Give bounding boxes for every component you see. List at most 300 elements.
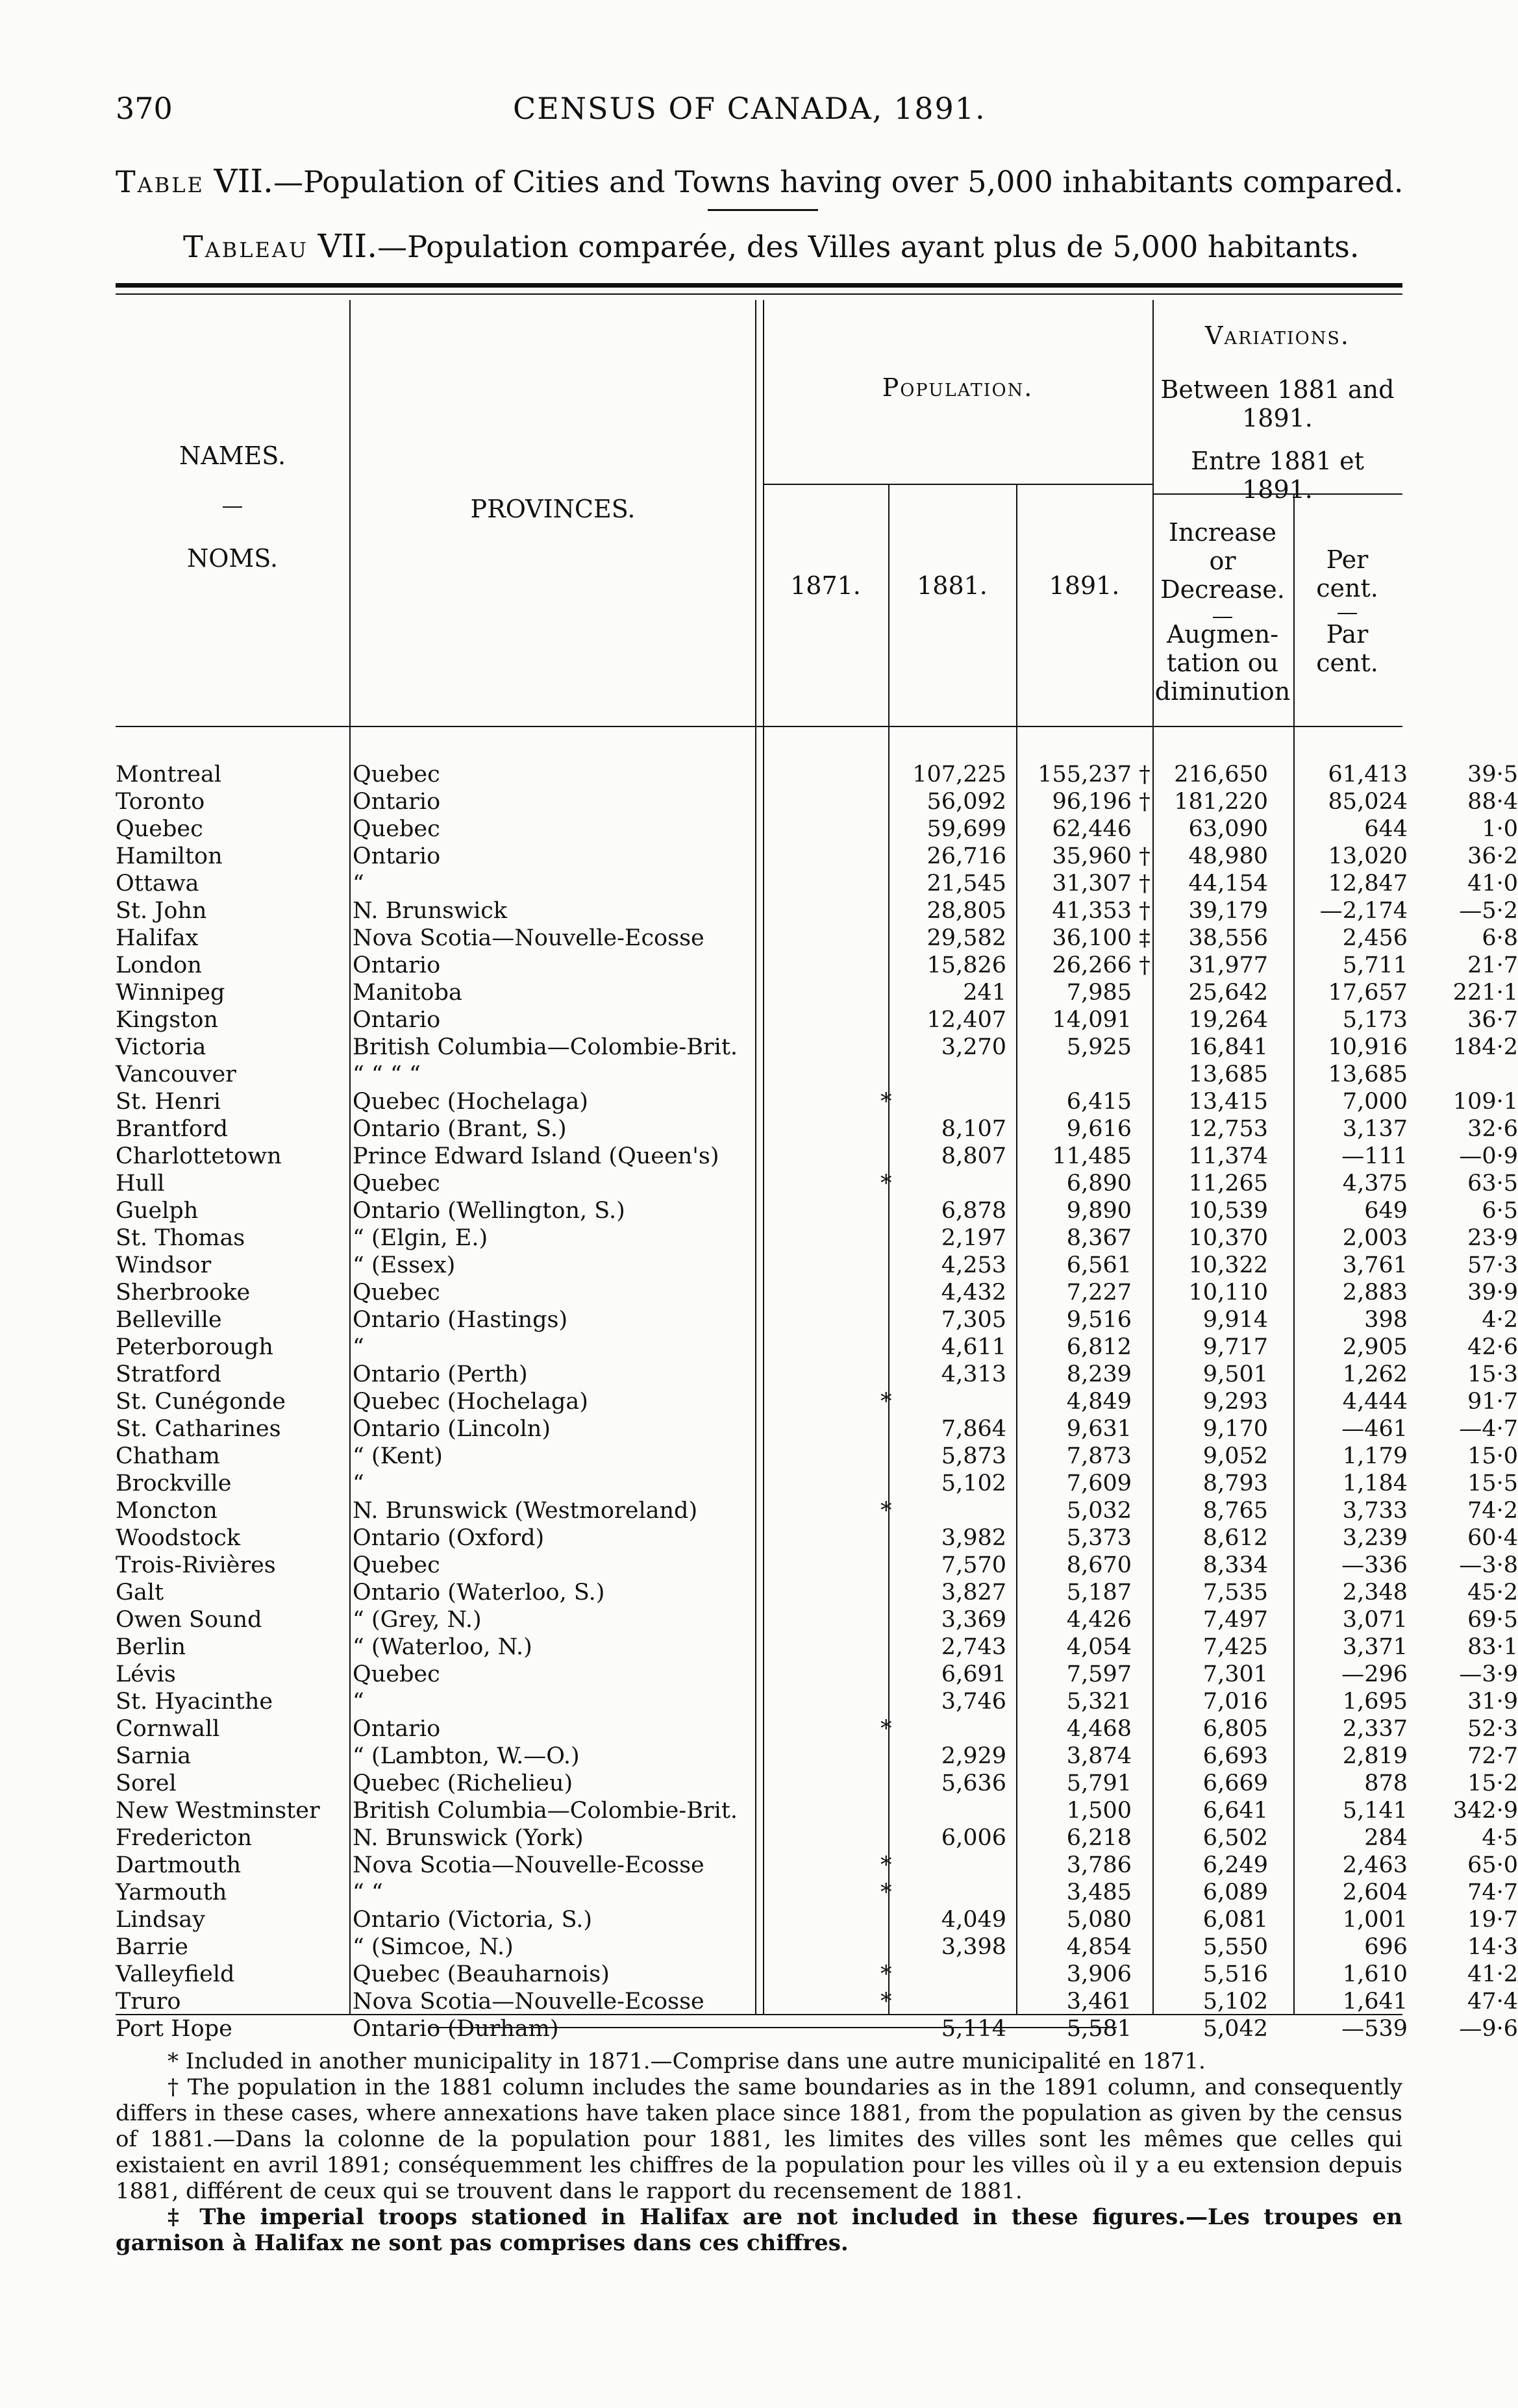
table-row [116,1306,1518,1334]
header-provinces: PROVINCES. [470,495,636,523]
header-1881: 1881. [917,571,988,600]
town-name: St. Thomas [116,1225,245,1251]
header-variations: Variations. [1205,321,1350,350]
town-name: Galt [116,1580,164,1606]
table-row [116,1988,1518,2015]
percent-change: 52·3 [1467,1716,1518,1742]
percent-change: 14·3 [1467,1934,1518,1960]
percent-change: 91·7 [1467,1389,1518,1415]
province-name: British Columbia—Colombie-Brit. [353,1798,738,1824]
population-1871: 241 [963,980,1006,1006]
population-1881: 7,873 [1066,1443,1132,1469]
province-name: “ “ [353,1880,383,1905]
population-1881: 4,054 [1066,1634,1132,1660]
town-name: Lindsay [116,1907,205,1933]
town-name: Belleville [116,1307,222,1333]
table-row [116,1797,1518,1824]
population-1891: 6,502 [1202,1825,1268,1851]
population-1891: 9,501 [1202,1361,1268,1387]
table-row [116,1852,1518,1879]
percent-change: 69·5 [1467,1607,1518,1633]
province-name: Quebec [353,762,440,788]
table-row [116,1824,1518,1852]
table-row [116,1415,1518,1443]
province-name: “ (Waterloo, N.) [353,1634,532,1660]
increase-decrease: 3,137 [1342,1116,1408,1142]
town-name: Sarnia [116,1743,192,1769]
header-percent: Per cent. [1316,545,1378,602]
population-1871: 29,582 [927,925,1006,951]
percent-change: —4·7 [1459,1416,1518,1442]
population-1891: 9,717 [1202,1334,1268,1360]
percent-change: 31·9 [1467,1689,1518,1715]
table-row [116,1933,1518,1961]
population-1871: 5,873 [941,1443,1006,1469]
town-name: St. Henri [116,1089,221,1115]
percent-change: 36·2 [1467,843,1518,869]
town-name: Quebec [116,816,203,842]
population-1881: 5,925 [1066,1034,1132,1060]
percent-change: —3·8 [1459,1552,1518,1578]
population-1871: 2,197 [941,1225,1006,1251]
town-name: Kingston [116,1007,218,1033]
increase-decrease: 5,173 [1342,1007,1408,1033]
increase-decrease: —336 [1341,1552,1408,1578]
percent-change: —5·2 [1459,898,1518,924]
table-row [116,1034,1518,1061]
population-1871: 3,398 [941,1934,1006,1960]
population-1891: 9,170 [1202,1416,1268,1442]
increase-decrease: 85,024 [1328,789,1408,815]
table-row [116,1633,1518,1661]
header-increase: Increase or Decrease. [1160,518,1285,604]
population-1871: 8,107 [941,1116,1006,1142]
increase-decrease: 398 [1364,1307,1408,1333]
increase-decrease: —461 [1341,1416,1408,1442]
province-name: Quebec [353,1552,440,1578]
table-row [116,1606,1518,1633]
percent-change: 42·6 [1467,1334,1518,1360]
percent-change: 41·0 [1467,871,1518,897]
population-1891: 19,264 [1188,1007,1268,1033]
population-1871: 26,716 [927,843,1006,869]
table-row [116,1006,1518,1034]
population-1871: 12,407 [927,1007,1006,1033]
footnote-rule [429,2027,1117,2028]
table-row [116,1115,1518,1143]
population-1891: 31,977 [1188,952,1268,978]
increase-decrease: 4,375 [1342,1171,1408,1197]
province-name: Quebec [353,1171,440,1197]
increase-decrease: 13,685 [1328,1061,1408,1087]
population-1881: 31,307 [1052,871,1132,897]
table-row [116,1879,1518,1906]
increase-decrease: 1,179 [1342,1443,1408,1469]
percent-change: 39·5 [1467,762,1518,788]
population-1881: 6,415 [1066,1089,1132,1115]
percent-change: 19·7 [1467,1907,1518,1933]
province-name: N. Brunswick (Westmoreland) [353,1498,698,1524]
table-row [116,1143,1518,1170]
town-name: Sorel [116,1770,177,1796]
province-name: “ (Essex) [353,1252,456,1278]
population-1891: 13,415 [1188,1089,1268,1115]
increase-decrease: 1,184 [1342,1471,1408,1496]
increase-decrease: 3,761 [1342,1252,1408,1278]
percent-change: 4·2 [1482,1307,1518,1333]
population-1881: 6,218 [1066,1825,1132,1851]
town-name: Barrie [116,1934,188,1960]
percent-change: 63·5 [1467,1171,1518,1197]
percent-change: 1·0 [1482,816,1518,842]
population-1881: 4,854 [1066,1934,1132,1960]
province-name: Ontario (Lincoln) [353,1416,551,1442]
header-augmentation: Augmen-tation ou diminution [1154,620,1291,706]
increase-decrease: 696 [1364,1934,1408,1960]
population-1891: 8,793 [1202,1471,1268,1496]
province-name: “ (Simcoe, N.) [353,1934,514,1960]
percent-change: 88·4 [1467,789,1518,815]
footnote-marker: † [1139,762,1151,788]
population-1891: 6,693 [1202,1743,1268,1769]
percent-change: 45·2 [1467,1580,1518,1606]
population-1891: 16,841 [1188,1034,1268,1060]
increase-decrease: 1,262 [1342,1361,1408,1387]
population-1891: 39,179 [1188,898,1268,924]
percent-change: 36·7 [1467,1007,1518,1033]
population-1891: 7,016 [1202,1689,1268,1715]
increase-decrease: 1,695 [1342,1689,1408,1715]
table-row [116,1715,1518,1743]
increase-decrease: 2,905 [1342,1334,1408,1360]
population-1871: 4,049 [941,1907,1006,1933]
population-1891: 216,650 [1174,762,1268,788]
increase-decrease: 1,001 [1342,1907,1408,1933]
population-1881: 3,786 [1066,1852,1132,1878]
population-1891: 9,293 [1202,1389,1268,1415]
population-1871: 56,092 [927,789,1006,815]
population-1881: 4,426 [1066,1607,1132,1633]
population-1881: 14,091 [1052,1007,1132,1033]
table-row [116,1361,1518,1388]
population-1891: 63,090 [1188,816,1268,842]
population-1881: 5,791 [1066,1770,1132,1796]
table-row [116,1743,1518,1770]
included-marker: * [880,1171,892,1197]
increase-decrease: 878 [1364,1770,1408,1796]
footnote-marker: ‡ [1139,925,1151,951]
population-1891: 5,042 [1202,2016,1268,2042]
table-row [116,1252,1518,1279]
population-1881: 5,321 [1066,1689,1132,1715]
population-1871: 107,225 [912,762,1006,788]
province-name: Quebec (Hochelaga) [353,1389,588,1415]
province-name: Ontario [353,1007,441,1033]
percent-change: 4·5 [1482,1825,1518,1851]
header-top-rule [116,283,1402,288]
population-1891: 7,301 [1202,1661,1268,1687]
population-1871: 3,270 [941,1034,1006,1060]
increase-decrease: —111 [1341,1143,1408,1169]
population-1871: 3,369 [941,1607,1006,1633]
population-1891: 10,110 [1188,1280,1268,1306]
header-dash [1338,613,1357,614]
population-1891: 8,612 [1202,1525,1268,1551]
population-1891: 12,753 [1188,1116,1268,1142]
town-name: Charlottetown [116,1143,282,1169]
increase-decrease: 10,916 [1328,1034,1408,1060]
town-name: Chatham [116,1443,220,1469]
province-name: Manitoba [353,980,462,1006]
population-1881: 11,485 [1052,1143,1132,1169]
population-1881: 4,468 [1066,1716,1132,1742]
increase-decrease: 2,456 [1342,925,1408,951]
population-1871: 3,982 [941,1525,1006,1551]
population-1871: 6,691 [941,1661,1006,1687]
tableau-label: Tableau [183,229,308,264]
increase-decrease: —539 [1341,2016,1408,2042]
population-1891: 5,516 [1202,1961,1268,1987]
increase-decrease: —2,174 [1319,898,1408,924]
increase-decrease: 17,657 [1328,980,1408,1006]
population-1891: 11,374 [1188,1143,1268,1169]
province-name: “ [353,1471,364,1496]
table-row [116,897,1518,925]
population-1891: 6,081 [1202,1907,1268,1933]
increase-decrease: 2,819 [1342,1743,1408,1769]
population-1871: 5,114 [941,2016,1006,2042]
included-marker: * [880,1498,892,1524]
population-1871: 3,746 [941,1689,1006,1715]
province-name: Ontario (Durham) [353,2016,559,2042]
population-1891: 48,980 [1188,843,1268,869]
increase-decrease: 649 [1364,1198,1408,1224]
increase-decrease: 3,239 [1342,1525,1408,1551]
percent-change: 15·0 [1467,1443,1518,1469]
population-1871: 3,827 [941,1580,1006,1606]
town-name: Montreal [116,762,222,788]
increase-decrease: 2,337 [1342,1716,1408,1742]
population-1881: 3,906 [1066,1961,1132,1987]
town-name: Hull [116,1171,165,1197]
province-name: Prince Edward Island (Queen's) [353,1143,719,1169]
population-subhead-rule [763,484,1152,485]
increase-decrease: 2,463 [1342,1852,1408,1878]
percent-change: —9·6 [1459,2016,1518,2042]
table-row [116,1906,1518,1933]
population-1891: 9,914 [1202,1307,1268,1333]
population-1881: 96,196 [1052,789,1132,815]
included-marker: * [880,1089,892,1115]
town-name: Stratford [116,1361,221,1387]
percent-change: 32·6 [1467,1116,1518,1142]
table-row [116,1524,1518,1552]
percent-change: 60·4 [1467,1525,1518,1551]
table-row [116,870,1518,897]
header-entre: Entre 1881 et 1891. [1191,447,1364,504]
footnote-marker: † [1139,843,1151,869]
footnote-marker: † [1139,952,1151,978]
population-1891: 11,265 [1188,1171,1268,1197]
town-name: Windsor [116,1252,212,1278]
table-row [116,1443,1518,1470]
table-number: VII. [214,162,274,200]
table-bottom-rule [116,2014,1402,2015]
table-body [116,761,1518,2042]
province-name: Quebec (Beauharnois) [353,1961,610,1987]
town-name: Vancouver [116,1061,236,1087]
town-name: Lévis [116,1661,176,1687]
increase-decrease: 644 [1364,816,1408,842]
population-1891: 6,089 [1202,1880,1268,1905]
table-title-text: —Population of Cities and Towns having over 5,000 inhabitants compared. [273,164,1404,199]
population-1871: 6,006 [941,1825,1006,1851]
header-names: NAMES. [179,441,286,470]
table-row [116,1579,1518,1606]
population-1891: 10,370 [1188,1225,1268,1251]
header-1891: 1891. [1049,571,1120,600]
population-1881: 7,597 [1066,1661,1132,1687]
province-name: Nova Scotia—Nouvelle-Ecosse [353,1852,704,1878]
population-1891: 8,765 [1202,1498,1268,1524]
population-1881: 7,985 [1066,980,1132,1006]
population-1891: 38,556 [1188,925,1268,951]
tableau-title-text: —Population comparée, des Villes ayant plus de 5,000 habitants. [377,229,1360,264]
population-1891: 7,497 [1202,1607,1268,1633]
footnote-marker: † [1139,789,1151,815]
town-name: St. Hyacinthe [116,1689,273,1715]
footnote-marker: † [1139,898,1151,924]
province-name: Ontario (Victoria, S.) [353,1907,593,1933]
province-name: Quebec (Hochelaga) [353,1089,588,1115]
town-name: Brantford [116,1116,229,1142]
town-name: London [116,952,202,978]
percent-change: 342·9 [1452,1798,1518,1824]
population-1881: 4,849 [1066,1389,1132,1415]
population-1891: 5,550 [1202,1934,1268,1960]
population-1881: 6,890 [1066,1171,1132,1197]
percent-change: 72·7 [1467,1743,1518,1769]
table-row [116,788,1518,815]
population-1881: 7,609 [1066,1471,1132,1496]
town-name: Fredericton [116,1825,253,1851]
table-row [116,1170,1518,1197]
footnote-dagger: † The population in the 1881 column includes the same boundaries as in the 1891 column, and consequently differs in these cases, where annexations have taken place since 1881, from the population as given by the census of 1881.—Dans la colonne de la population pour 1881, les limites des villes sont les mêmes que celles qui existaient en avril 1891; conséquemment les chiffres de la population pour les villes où il y a eu extension depuis 1881, différent de ceux qui se trouvent dans le rapport du recensement de 1881. [116,2074,1402,2204]
province-name: “ (Elgin, E.) [353,1225,488,1251]
table-row [116,1088,1518,1115]
population-1871: 7,864 [941,1416,1006,1442]
increase-decrease: 284 [1364,1825,1408,1851]
population-1871: 4,313 [941,1361,1006,1387]
population-1881: 6,812 [1066,1334,1132,1360]
population-1871: 6,878 [941,1198,1006,1224]
town-name: Brockville [116,1471,232,1496]
increase-decrease: 3,733 [1342,1498,1408,1524]
province-name: Ontario (Wellington, S.) [353,1198,625,1224]
table-row [116,815,1518,843]
population-1881: 3,485 [1066,1880,1132,1905]
population-1881: 5,032 [1066,1498,1132,1524]
title-separator [708,209,818,211]
province-name: Ontario (Waterloo, S.) [353,1580,605,1606]
province-name: British Columbia—Colombie-Brit. [353,1034,738,1060]
population-1881: 6,561 [1066,1252,1132,1278]
town-name: Winnipeg [116,980,225,1006]
population-1881: 7,227 [1066,1280,1132,1306]
province-name: Ontario [353,1716,441,1742]
town-name: New Westminster [116,1798,320,1824]
percent-change: 39·9 [1467,1280,1518,1306]
province-name: “ (Kent) [353,1443,443,1469]
town-name: St. John [116,898,207,924]
table-row [116,1470,1518,1497]
increase-decrease: 4,444 [1342,1389,1408,1415]
population-1881: 3,461 [1066,1989,1132,2015]
increase-decrease: 1,610 [1342,1961,1408,1987]
tableau-number: VII. [317,227,378,265]
population-1881: 155,237 [1038,762,1132,788]
increase-decrease: 2,348 [1342,1580,1408,1606]
increase-decrease: 61,413 [1328,762,1408,788]
table-row [116,1197,1518,1224]
population-1881: 9,631 [1066,1416,1132,1442]
header-dash [1213,617,1232,618]
table-row [116,1388,1518,1415]
percent-change: 23·9 [1467,1225,1518,1251]
population-1891: 6,669 [1202,1770,1268,1796]
percent-change: 221·1 [1452,980,1518,1006]
table-row [116,979,1518,1006]
increase-decrease: 13,020 [1328,843,1408,869]
percent-change: 83·1 [1467,1634,1518,1660]
province-name: Ontario [353,843,441,869]
town-name: St. Catharines [116,1416,281,1442]
population-1891: 7,425 [1202,1634,1268,1660]
table-row [116,1497,1518,1524]
table-row [116,1279,1518,1306]
percent-change: 6·5 [1482,1198,1518,1224]
town-name: Truro [116,1989,181,2015]
header-noms: NOMS. [186,544,279,573]
increase-decrease: 3,371 [1342,1634,1408,1660]
province-name: Ontario (Brant, S.) [353,1116,567,1142]
table-row [116,1552,1518,1579]
province-name: Nova Scotia—Nouvelle-Ecosse [353,925,704,951]
table-row [116,2015,1518,2042]
town-name: Dartmouth [116,1852,242,1878]
population-1881: 8,239 [1066,1361,1132,1387]
population-1881: 62,446 [1052,816,1132,842]
population-1881: 36,100 [1052,925,1132,951]
town-name: St. Cunégonde [116,1389,286,1415]
header-top-rule-thin [116,293,1402,295]
population-1891: 44,154 [1188,871,1268,897]
population-1881: 9,616 [1066,1116,1132,1142]
population-1881: 26,266 [1052,952,1132,978]
town-name: Ottawa [116,871,199,897]
table-row [116,1334,1518,1361]
town-name: Toronto [116,789,205,815]
increase-decrease: 2,883 [1342,1280,1408,1306]
percent-change: 74·2 [1467,1498,1518,1524]
header-between: Between 1881 and 1891. [1160,375,1395,432]
population-1871: 2,929 [941,1743,1006,1769]
percent-change: 15·5 [1467,1471,1518,1496]
table-row [116,1770,1518,1797]
increase-decrease: 5,711 [1342,952,1408,978]
population-1891: 9,052 [1202,1443,1268,1469]
population-1891: 6,641 [1202,1798,1268,1824]
